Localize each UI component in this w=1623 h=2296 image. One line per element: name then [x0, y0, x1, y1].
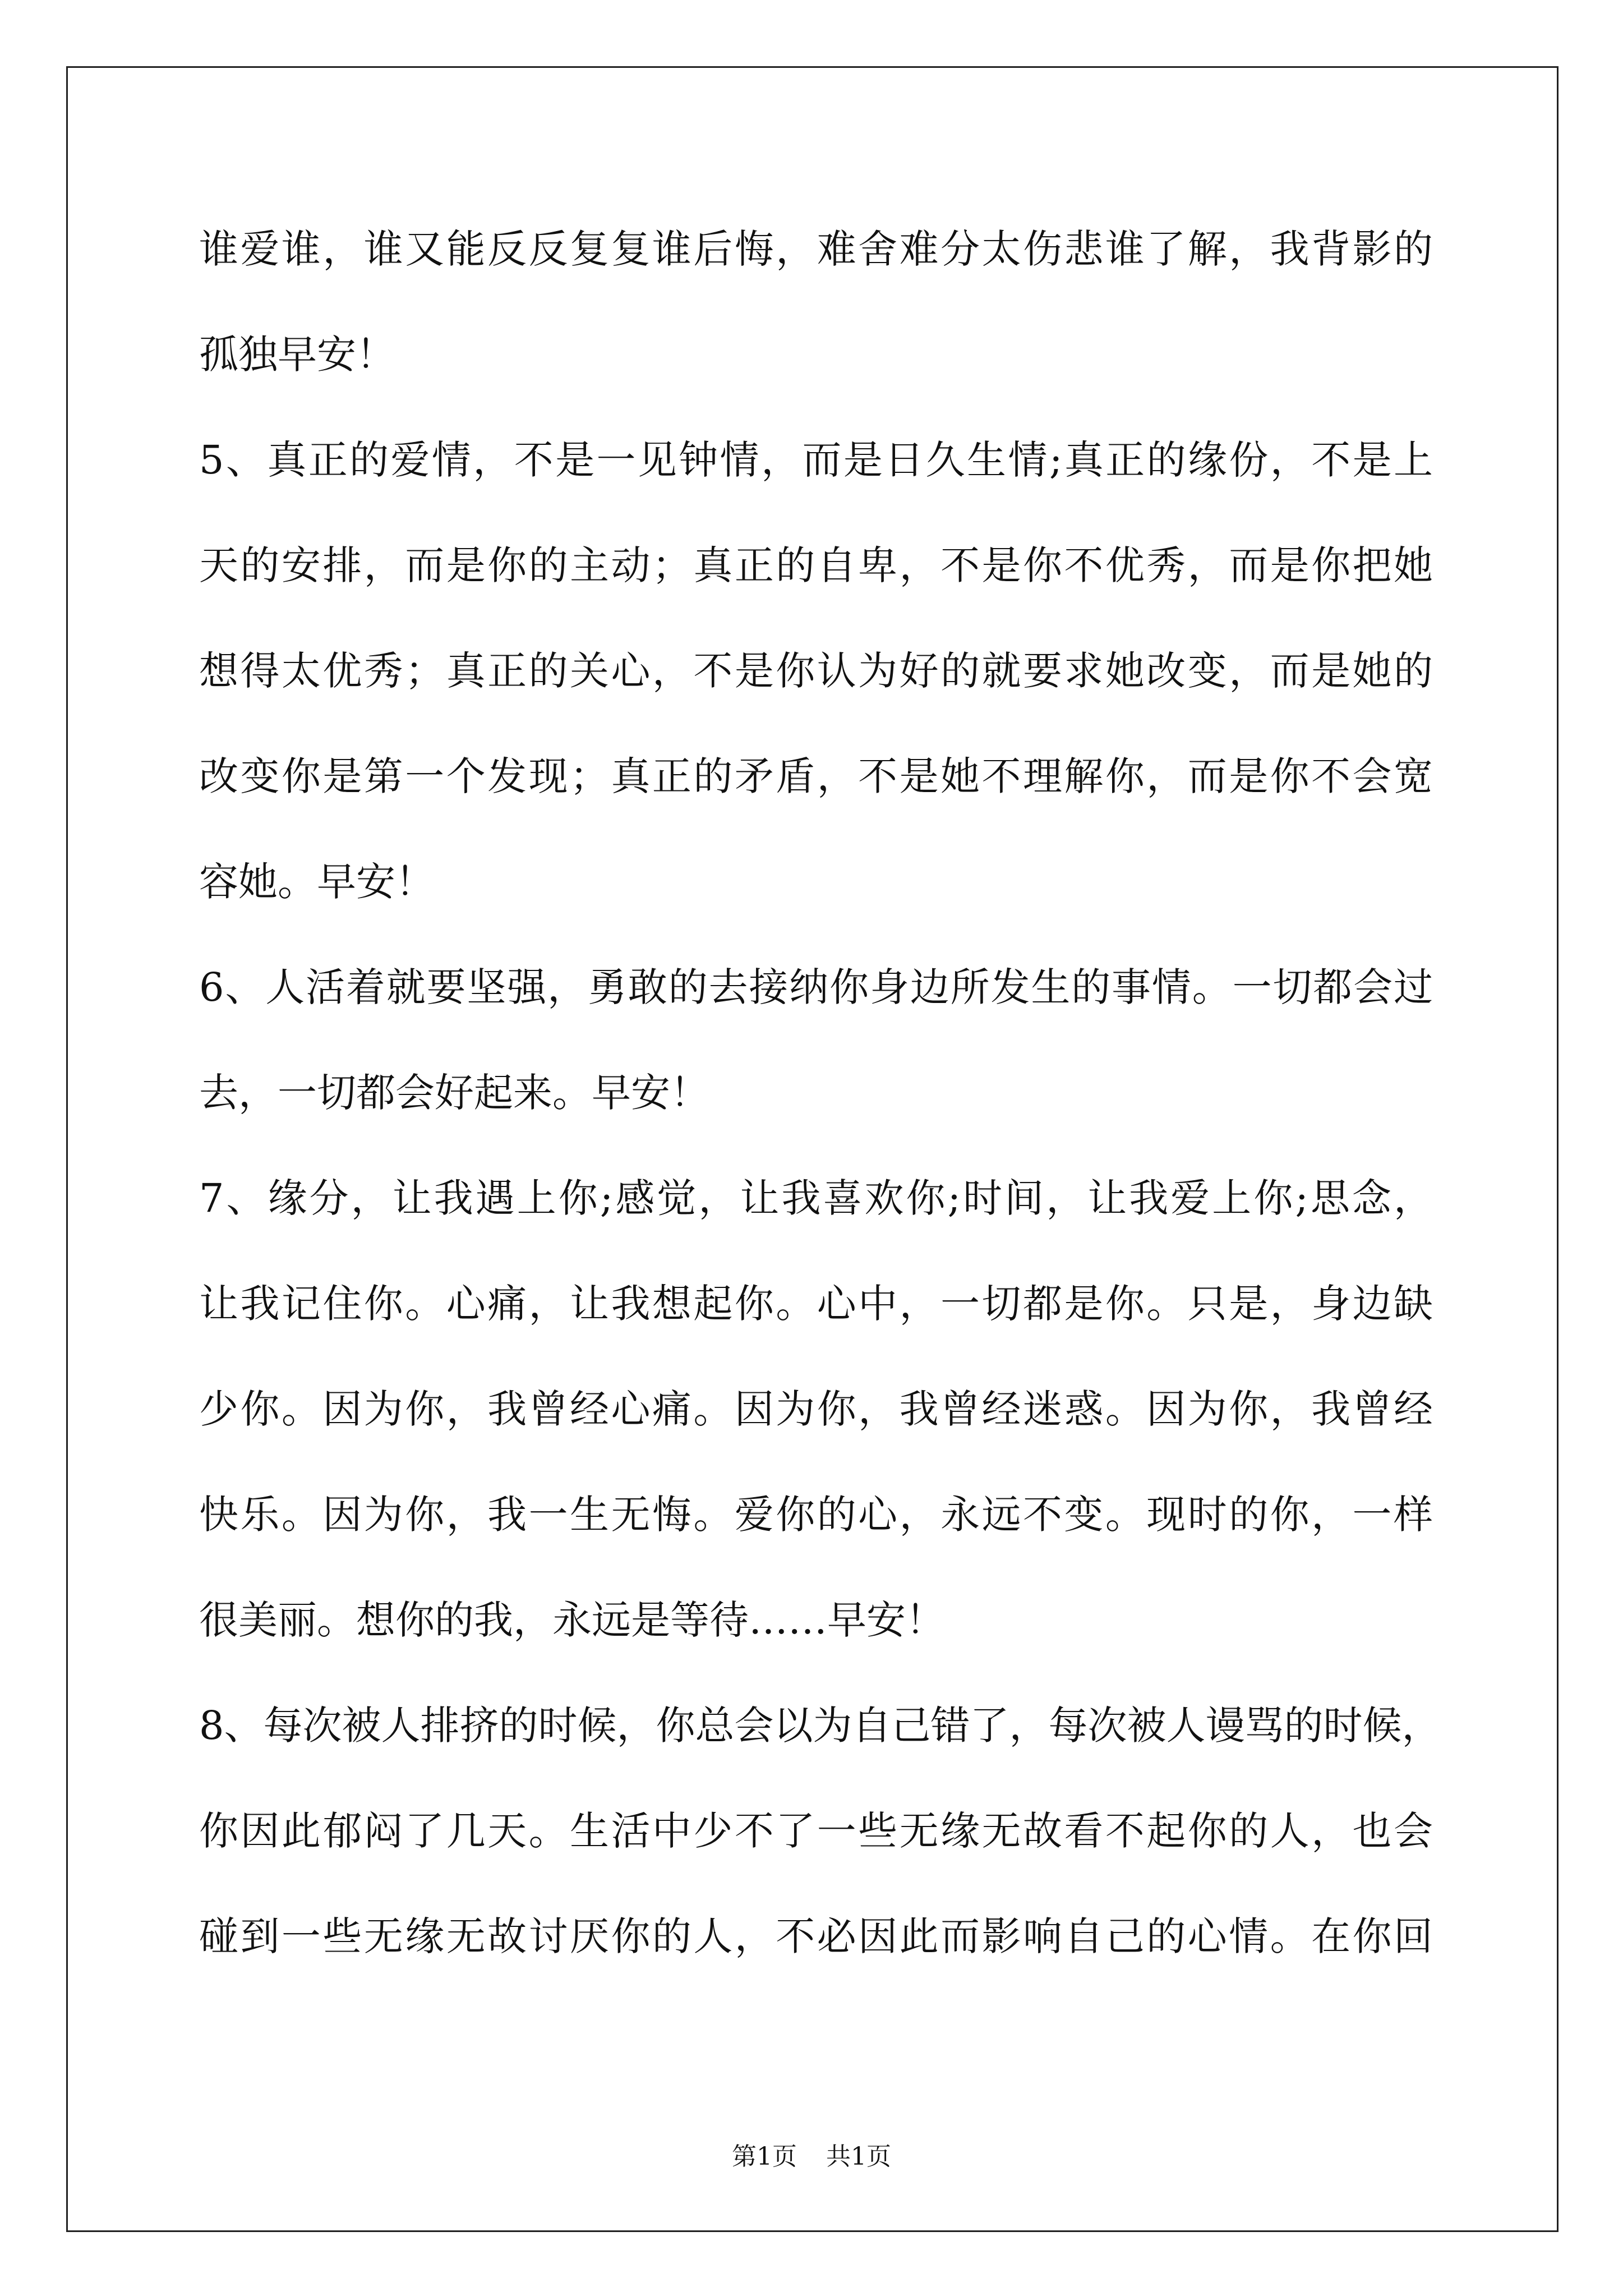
text-line: 7、缘分，让我遇上你;感觉，让我喜欢你;时间，让我爱上你;思念，: [199, 1175, 1433, 1221]
page-total: 共1页: [826, 2142, 891, 2171]
text-line: 容她。早安！: [199, 859, 435, 905]
text-line: 去，一切都会好起来。早安！: [199, 1070, 709, 1116]
text-line: 让我记住你。心痛，让我想起你。心中，一切都是你。只是，身边缺: [199, 1281, 1433, 1327]
text-line: 孤独早安！: [199, 332, 395, 378]
text-line: 少你。因为你，我曾经心痛。因为你，我曾经迷惑。因为你，我曾经: [199, 1386, 1433, 1432]
text-line: 天的安排，而是你的主动；真正的自卑，不是你不优秀，而是你把她: [199, 542, 1433, 588]
text-line: 改变你是第一个发现；真正的矛盾，不是她不理解你，而是你不会宽: [199, 753, 1433, 799]
document-body: [199, 196, 1441, 1989]
text-line: 很美丽。想你的我，永远是等待……早安！: [199, 1597, 945, 1643]
text-line: 碰到一些无缘无故讨厌你的人，不必因此而影响自己的心情。在你回: [199, 1913, 1433, 1959]
text-line: 想得太优秀；真正的关心，不是你认为好的就要求她改变，而是她的: [199, 648, 1433, 694]
text-line: 5、真正的爱情，不是一见钟情，而是日久生情;真正的缘份，不是上: [199, 437, 1433, 483]
text-line: 8、每次被人排挤的时候，你总会以为自己错了，每次被人谩骂的时候，: [199, 1703, 1441, 1749]
text-line: 你因此郁闷了几天。生活中少不了一些无缘无故看不起你的人，也会: [199, 1808, 1433, 1854]
page-number: 第1页: [732, 2142, 797, 2171]
text-line: 快乐。因为你，我一生无悔。爱你的心，永远不变。现时的你，一样: [199, 1492, 1433, 1538]
page-footer: [0, 2136, 1623, 2172]
text-line: 6、人活着就要坚强，勇敢的去接纳你身边所发生的事情。一切都会过: [199, 964, 1433, 1010]
text-line: 谁爱谁，谁又能反反复复谁后悔，难舍难分太伤悲谁了解，我背影的: [199, 226, 1433, 272]
